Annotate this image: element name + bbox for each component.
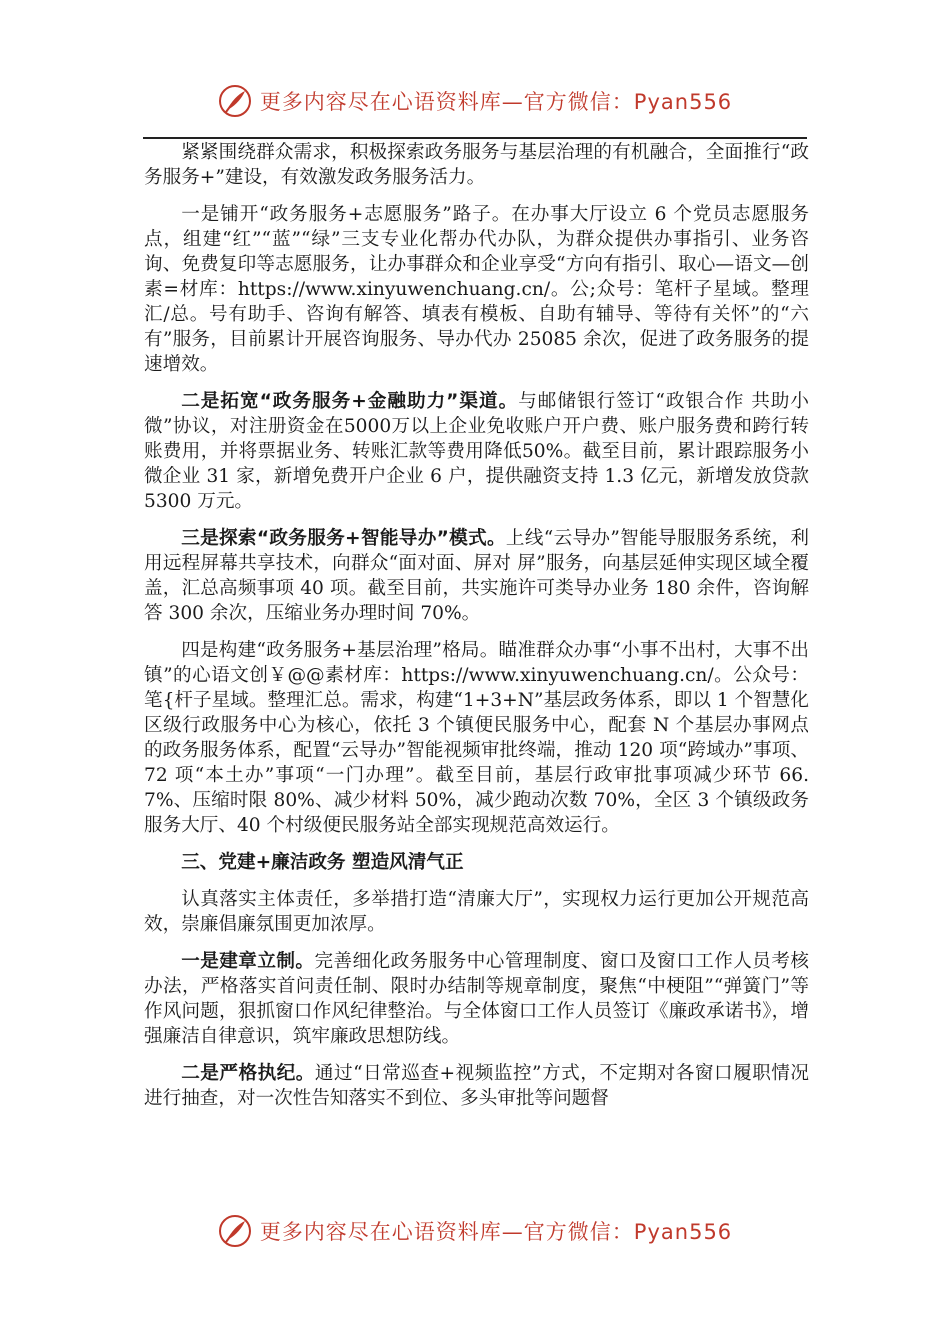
paragraph-lead: 一是建章立制。 <box>181 951 315 972</box>
paragraph: 认真落实主体责任，多举措打造“清廉大厅”，实现权力运行更加公开规范高效，崇廉倡廉氛围更加浓厚。 <box>144 889 809 935</box>
paragraph: 四是构建“政务服务+基层治理”格局。瞄准群众办事“小事不出村，大事不出镇”的心语文创￥@@素材库：https://www.xinyuwenchuang.cn/。公众号：笔{杆子星域。整理汇总。需求，构建“1+3+N”基层政务体系，即以 1 个智慧化区级行政服务中心为核心，依托 3 个镇便民服务中心，配套 N 个基层办事网点的政务服务体系，配置“云导办”智能视频审批终端，推动 120 项“跨域办”事项、72 项“本土办”事项“一门办理”。截至目前，基层行政审批事项减少环节 66.7%、压缩时限 80%、减少材料 50%，减少跑动次数 70%，全区 3 个镇级政务服务大厅、40 个村级便民服务站全部实现规范高效运行。 <box>144 640 809 836</box>
paragraph-lead: 三是探索“政务服务+智能导办”模式。 <box>181 528 506 549</box>
paragraph-lead: 二是严格执纪。 <box>181 1063 315 1084</box>
footer-banner <box>0 1206 950 1256</box>
feather-pen-logo-icon <box>218 84 252 118</box>
paragraph: 三是探索“政务服务+智能导办”模式。上线“云导办”智能导服服务系统，利用远程屏幕共享技术，向群众“面对面、屏对 屏”服务，向基层延伸实现区域全覆盖，汇总高频事项 40 项。截至目前，共实施许可类导办业务 180 余件，咨询解答 300 余次，压缩业务办理时间 70%。 <box>144 528 809 624</box>
paragraph: 一是铺开“政务服务+志愿服务”路子。在办事大厅设立 6 个党员志愿服务点，组建“红”“蓝”“绿”三支专业化帮办代办队，为群众提供办事指引、业务咨询、免费复印等志愿服务，让办事群众和企业享受“方向有指引、取心—语文—创素=材库：https://www.xinyuwenchuang.cn/。公;众号：笔杆子星域。整理汇/总。号有助手、咨询有解答、填表有模板、自助有辅导、等待有关怀”的“六有”服务，目前累计开展咨询服务、导办代办 25085 余次，促进了政务服务的提速增效。 <box>144 204 809 375</box>
section-heading: 三、党建+廉洁政务 塑造风清气正 <box>181 852 464 873</box>
paragraph: 二是严格执纪。通过“日常巡查+视频监控”方式，不定期对各窗口履职情况进行抽查，对一次性告知落实不到位、多头审批等问题督 <box>144 1063 809 1109</box>
header-banner <box>0 76 950 126</box>
banner-text: 更多内容尽在心语资料库—官方微信：Pyan556 <box>259 1220 733 1244</box>
paragraph-lead: 二是拓宽“政务服务+金融助力”渠道。 <box>181 391 519 412</box>
banner-text: 更多内容尽在心语资料库—官方微信：Pyan556 <box>259 90 733 114</box>
document-body <box>144 140 809 1123</box>
header-divider <box>143 137 807 139</box>
feather-pen-logo-icon <box>218 1214 252 1248</box>
paragraph: 一是建章立制。完善细化政务服务中心管理制度、窗口及窗口工作人员考核办法，严格落实首问责任制、限时办结制等规章制度，聚焦“中梗阻”“弹簧门”等作风问题，狠抓窗口作风纪律整治。与全体窗口工作人员签订《廉政承诺书》，增强廉洁自律意识，筑牢廉政思想防线。 <box>144 951 809 1047</box>
paragraph: 二是拓宽“政务服务+金融助力”渠道。与邮储银行签订“政银合作 共助小微”协议，对注册资金在5000万以上企业免收账户开户费、账户服务费和跨行转账费用，并将票据业务、转账汇款等费用降低50%。截至目前，累计跟踪服务小微企业 31 家，新增免费开户企业 6 户，提供融资支持 1.3 亿元，新增发放贷款5300 万元。 <box>144 391 809 512</box>
paragraph: 紧紧围绕群众需求，积极探索政务服务与基层治理的有机融合，全面推行“政务服务+”建设，有效激发政务服务活力。 <box>144 142 809 188</box>
